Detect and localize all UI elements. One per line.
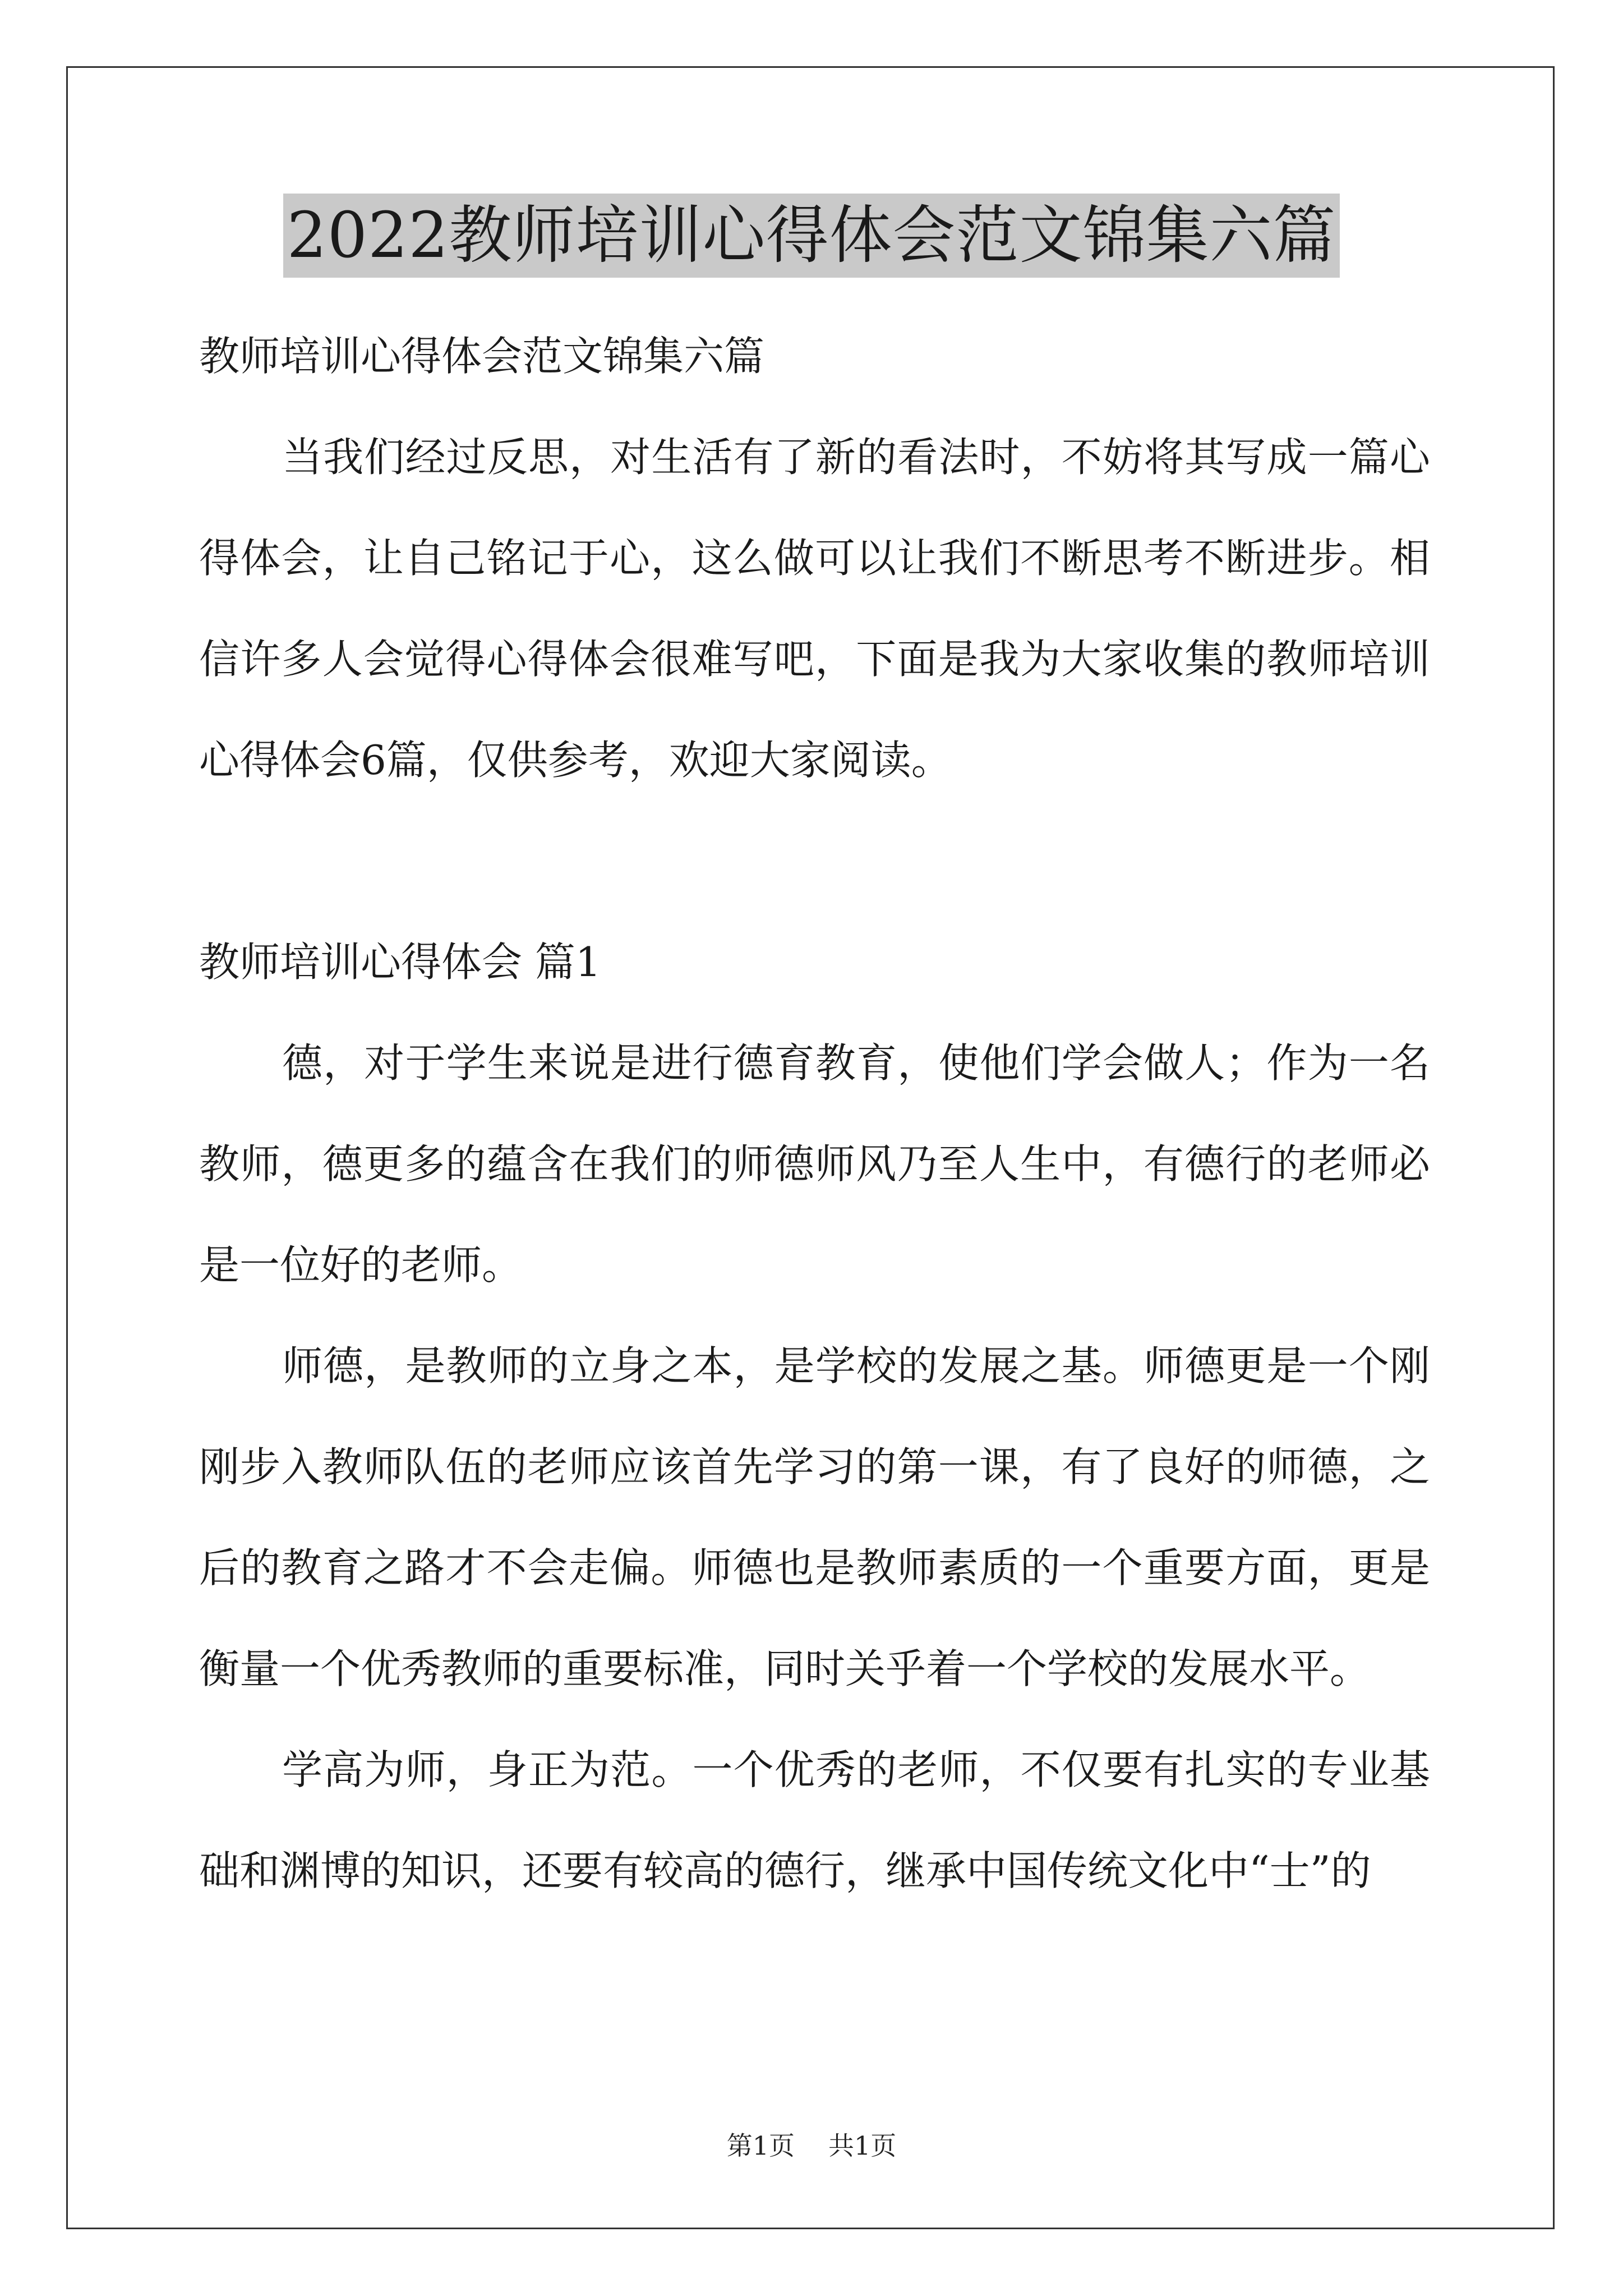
section-spacer (199, 811, 1430, 912)
title-block (0, 194, 1623, 278)
body-paragraph: 德，对于学生来说是进行德育教育，使他们学会做人；作为一名教师，德更多的蕴含在我们的师德师风乃至人生中，有德行的老师必是一位好的老师。 (199, 1039, 1430, 1289)
intro-paragraph: 当我们经过反思，对生活有了新的看法时，不妨将其写成一篇心得体会，让自己铭记于心，这么做可以让我们不断思考不断进步。相信许多人会觉得心得体会很难写吧，下面是我为大家收集的教师培训心得体会6篇，仅供参考，欢迎大家阅读。 (199, 434, 1430, 784)
body-paragraph: 师德，是教师的立身之本，是学校的发展之基。师德更是一个刚刚步入教师队伍的老师应该首先学习的第一课，有了良好的师德，之后的教育之路才不会走偏。师德也是教师素质的一个重要方面，更是衡量一个优秀教师的重要标准，同时关乎着一个学校的发展水平。 (199, 1342, 1430, 1692)
document-body (199, 306, 1430, 1921)
page-footer (0, 2129, 1623, 2162)
page-number-total: 共1页 (828, 2131, 897, 2161)
section-heading: 教师培训心得体会 篇1 (199, 938, 601, 986)
page-number-current: 第1页 (726, 2131, 795, 2161)
document-subtitle: 教师培训心得体会范文锦集六篇 (199, 333, 765, 380)
document-title: 2022教师培训心得体会范文锦集六篇 (283, 194, 1339, 278)
body-paragraph: 学高为师，身正为范。一个优秀的老师，不仅要有扎实的专业基础和渊博的知识，还要有较高的德行，继承中国传统文化中“士”的 (199, 1746, 1430, 1894)
